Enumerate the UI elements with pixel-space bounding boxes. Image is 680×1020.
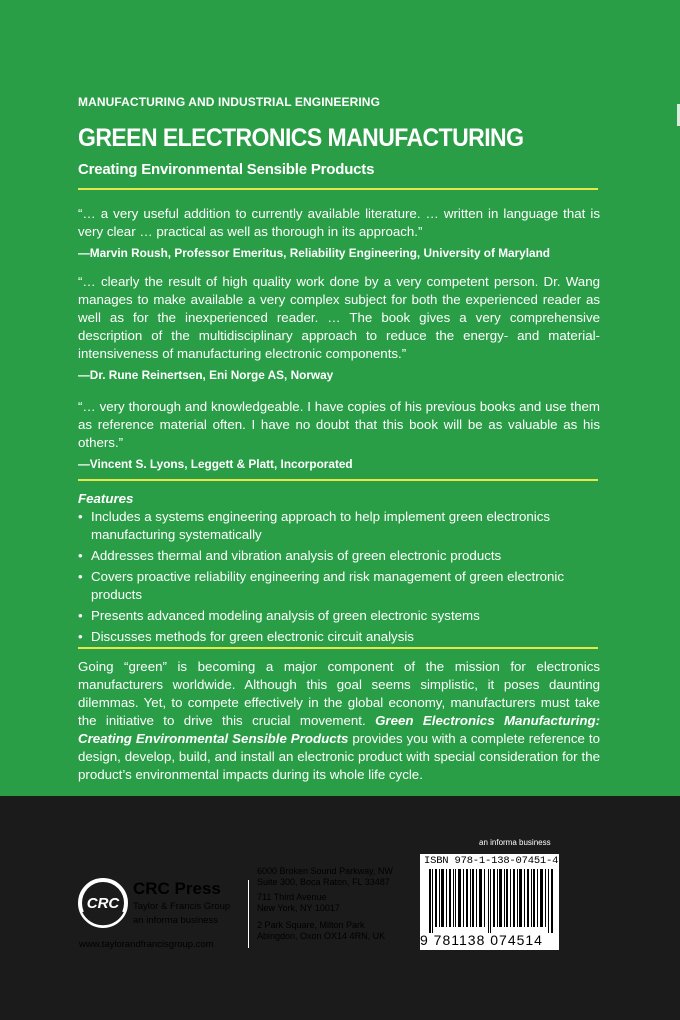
review-quote-2 bbox=[78, 273, 600, 384]
informa-business-tag: an informa business bbox=[479, 838, 551, 847]
feature-text: Presents advanced modeling analysis of green electronic systems bbox=[91, 608, 480, 623]
feature-item bbox=[78, 547, 603, 565]
description-book-title: Green Electronics Manufacturing: Creating Environmental Sensible Products bbox=[78, 713, 601, 746]
bullet-glyph: • bbox=[78, 608, 83, 623]
publisher-informa-line: an informa business bbox=[133, 915, 219, 926]
book-title: GREEN ELECTRONICS MANUFACTURING bbox=[78, 124, 524, 152]
bullet-glyph: • bbox=[78, 548, 83, 563]
feature-item bbox=[78, 607, 603, 625]
crc-logo-icon bbox=[77, 877, 129, 929]
quote-text: “… clearly the result of high quality work done by a very competent person. Dr. Wang manages to make available a very complex subject for both the experienced reader as well as for the inexperienced reader. … The book gives a very comprehensive description of the multidisciplinary approach to reduce the energy- and material-intensiveness of manufacturing electronic components.” bbox=[78, 274, 600, 361]
address-florida bbox=[257, 866, 417, 888]
address-divider bbox=[248, 880, 249, 948]
address-line: 2 Park Square, Milton Park bbox=[257, 920, 365, 930]
feature-item bbox=[78, 628, 603, 646]
barcode-number: 9 781138 074514 bbox=[420, 932, 543, 948]
quote-text: “… very thorough and knowledgeable. I have copies of his previous books and use them as reference material often. I have no doubt that this book will be as valuable as his others.” bbox=[78, 399, 600, 450]
quote-attribution: —Marvin Roush, Professor Emeritus, Reliability Engineering, University of Maryland bbox=[78, 246, 550, 260]
feature-text: Discusses methods for green electronic circuit analysis bbox=[91, 629, 414, 644]
bullet-glyph: • bbox=[78, 509, 83, 524]
description-part-2: provides you with a complete reference to design, develop, build, and install an electronic product with special consideration for the product’s environmental impacts during its whole life cycle. bbox=[78, 731, 600, 782]
isbn-barcode-box bbox=[420, 854, 559, 950]
series-name: MANUFACTURING AND INDUSTRIAL ENGINEERING bbox=[78, 95, 381, 109]
book-description bbox=[78, 658, 600, 784]
title-divider bbox=[78, 188, 598, 190]
address-line: 6000 Broken Sound Parkway, NW bbox=[257, 866, 393, 876]
address-new-york bbox=[257, 892, 417, 914]
description-part-1: Going “green” is becoming a major component of the mission for electronics manufacturers worldwide. Although this goal seems simplistic, it poses daunting dilemmas. Yet, to compete effectively in the global economy, manufacturers must take the initiative to drive this crucial movement. bbox=[78, 659, 600, 728]
publisher-group: Taylor & Francis Group bbox=[133, 901, 231, 912]
feature-text: Includes a systems engineering approach to help implement green electronics manufacturing systematically bbox=[91, 509, 551, 542]
crc-logo-text: CRC bbox=[86, 895, 120, 912]
book-subtitle: Creating Environmental Sensible Products bbox=[78, 161, 375, 178]
feature-item bbox=[78, 568, 603, 604]
quote-text: “… a very useful addition to currently available literature. … written in language that is very clear … practical as well as thorough in its approach.” bbox=[78, 206, 600, 239]
bullet-glyph: • bbox=[78, 569, 83, 584]
barcode-icon bbox=[429, 869, 553, 933]
publisher-url[interactable]: www.taylorandfrancisgroup.com bbox=[79, 939, 214, 950]
features-heading: Features bbox=[78, 491, 134, 506]
feature-text: Covers proactive reliability engineering and risk management of green electronic products bbox=[91, 569, 565, 602]
address-line: New York, NY 10017 bbox=[257, 903, 340, 913]
address-line: Suite 300, Boca Raton, FL 33487 bbox=[257, 877, 390, 887]
features-divider bbox=[78, 479, 598, 481]
publisher-name: CRC Press bbox=[133, 879, 221, 898]
review-quote-1 bbox=[78, 205, 600, 262]
address-uk bbox=[257, 920, 417, 942]
review-quote-3 bbox=[78, 398, 600, 473]
quote-attribution: —Dr. Rune Reinertsen, Eni Norge AS, Norway bbox=[78, 368, 334, 382]
bullet-glyph: • bbox=[78, 629, 83, 644]
description-divider bbox=[78, 647, 598, 649]
feature-item bbox=[78, 508, 603, 544]
address-line: 711 Third Avenue bbox=[257, 892, 327, 902]
isbn-label: ISBN 978-1-138-07451-4 bbox=[424, 855, 559, 867]
features-list bbox=[78, 508, 603, 649]
quote-attribution: —Vincent S. Lyons, Leggett & Platt, Incorporated bbox=[78, 457, 353, 471]
feature-text: Addresses thermal and vibration analysis of green electronic products bbox=[91, 548, 502, 563]
address-line: Abingdon, Oxon OX14 4RN, UK bbox=[257, 931, 386, 941]
